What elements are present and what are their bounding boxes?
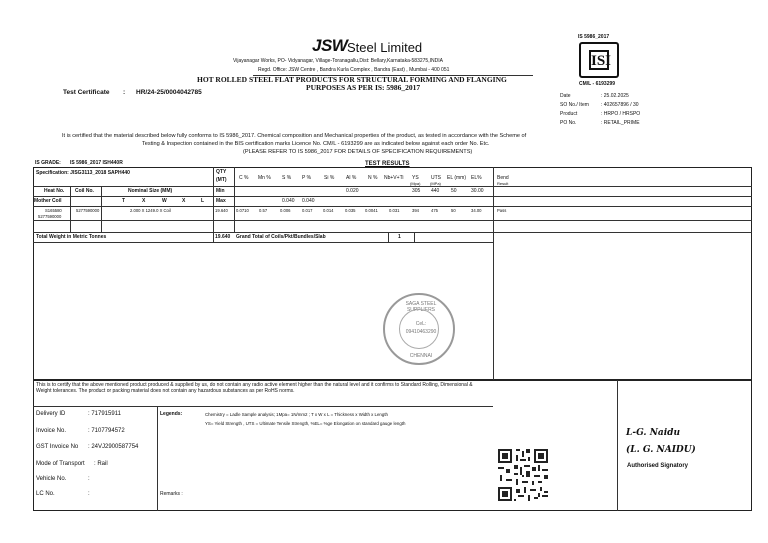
mn-value: 0.57	[259, 208, 268, 213]
footer-field-value: : 7107794572	[88, 428, 125, 434]
total-weight-label: Total Weight in Metric Tonnes	[36, 234, 107, 240]
max-s: 0.040	[282, 198, 295, 204]
max-p: 0.040	[302, 198, 315, 204]
certify-line-1: It is certified that the material described below fully conforms to IS 5986_2017. Chemical composition and Mechanical properties of the product, as tested in accordance with the Scheme of	[62, 133, 527, 139]
size-axis-label: T	[122, 198, 126, 204]
footer-field-value: : 717915911	[88, 411, 121, 417]
c-value: 0.0710	[236, 208, 249, 213]
meta-label: PO No.	[560, 120, 577, 126]
coil-no-label: Coil No.	[75, 188, 94, 194]
chem-header: Si %	[324, 175, 335, 181]
el-mm-value: 50	[451, 208, 456, 213]
mother-coil: 5277590000	[38, 214, 62, 219]
max-label: Max	[216, 198, 226, 204]
qty-value: 19.640	[215, 208, 228, 213]
isi-mark-text: ISI	[589, 50, 609, 70]
min-el-pct: 30.00	[471, 188, 484, 194]
mech-header: YS	[412, 175, 419, 181]
min-el-mm: 50	[451, 188, 457, 194]
meta-value: : RETAIL_PRIME	[601, 120, 640, 126]
company-name: Steel Limited	[347, 40, 423, 55]
regd-office: Regd. Office: JSW Centre , Bandra Kurla Complex , Bandra (East) , Mumbai - 400 051	[258, 67, 450, 73]
isi-standard: IS 5986_2017	[578, 34, 610, 40]
chem-header: N %	[368, 175, 378, 181]
certify-line-2: Testing & Inspection contained in the BIS certification marks Licence No. CM/L - 6193299 are as indicated below against each order No. Etc.	[142, 141, 490, 147]
authorised-signatory: Authorised Signatory	[627, 463, 689, 469]
legends-label: Legends:	[160, 411, 183, 417]
n-value: 0.0041	[365, 208, 378, 213]
mother-coil-label: Mother Coil	[34, 198, 62, 204]
footer-field-label: LC No.	[36, 491, 55, 497]
certificate-label: Test Certificate	[63, 89, 110, 96]
test-results-title: TEST RESULTS	[365, 161, 410, 167]
nominal-size: 2.000 X 1249.0 X Coil	[130, 208, 171, 213]
si-value: 0.014	[323, 208, 334, 213]
meta-value: : 402657896 / 30	[601, 102, 639, 108]
jsw-logo: JSW	[312, 36, 348, 55]
signature: L-G. Naidu	[626, 428, 681, 438]
isi-mark-icon	[579, 42, 619, 78]
footer-field-label: Invoice No.	[36, 428, 67, 434]
chem-header: C %	[239, 175, 249, 181]
p-value: 0.017	[302, 208, 313, 213]
el-pct-value: 34.00	[471, 208, 482, 213]
ys-value: 394	[412, 208, 419, 213]
bend-result: Pass	[497, 208, 507, 213]
meta-label: Product	[560, 111, 578, 117]
footer-field-value: :	[88, 491, 90, 497]
mech-unit: (MPa)	[430, 181, 441, 186]
heat-no: S165580	[45, 208, 62, 213]
remarks-label: Remarks :	[160, 491, 183, 497]
size-axis-label: X	[182, 198, 186, 204]
heat-no-label: Heat No.	[44, 188, 65, 194]
min-ys: 305	[412, 188, 421, 194]
grade-label: IS GRADE:	[35, 160, 61, 166]
min-uts: 440	[431, 188, 440, 194]
grade-value: IS 5986_2017 ISH440R	[70, 160, 123, 166]
meta-value: : HRPO / HRSPO	[601, 111, 641, 117]
qr-code-icon	[496, 447, 550, 503]
footer-field-value: : Rail	[94, 461, 108, 467]
certificate-sep: :	[123, 89, 126, 96]
chem-header: Mn %	[258, 175, 271, 181]
mech-unit: Result	[497, 181, 509, 186]
certificate-number: HR/24-25/0004042785	[136, 89, 202, 96]
chem-header: P %	[302, 175, 312, 181]
mech-header: EL%	[471, 175, 482, 181]
cml-number: CM/L - 6193299	[579, 81, 616, 87]
footer-field-value: : 24VJ2900587754	[88, 444, 139, 450]
mech-header: EL (mm)	[447, 175, 466, 181]
footer-field-label: Delivery ID	[36, 411, 66, 417]
meta-label: SO No./ Item	[560, 102, 589, 108]
grand-total-label: Grand Total of Coils/Pkt/Bundles/Slab	[236, 234, 326, 240]
product-title: HOT ROLLED STEEL FLAT PRODUCTS FOR STRUCTURAL FORMING AND FLANGING	[197, 75, 507, 84]
mech-header: UTS	[431, 175, 441, 181]
specification-label: Specification: JISG3113_2018 SAPH440	[36, 170, 130, 176]
al-value: 0.035	[345, 208, 356, 213]
chem-header: S %	[282, 175, 292, 181]
grand-total-value: 1	[398, 234, 401, 240]
legend-line-2: YS= Yield Strength , UTS = Ultimate Tensile Strength, %EL= %ge Elongation on standard gauge length	[205, 421, 406, 426]
meta-value: : 25.02.2025	[601, 93, 629, 99]
signature-name: (L. G. NAIDU)	[626, 445, 696, 455]
mech-unit: (Mpa)	[410, 181, 421, 186]
certify-line-3: (PLEASE REFER TO IS 5986_2017 FOR DETAILS OF SPECIFICATION REQUIREMENTS)	[243, 149, 473, 155]
stamp-line-4: CHENNAI	[409, 353, 433, 359]
stamp-line-3: 09410463290	[405, 329, 437, 335]
footer-field-label: Vehicle No.	[36, 476, 67, 482]
size-axis-label: L	[201, 198, 205, 204]
legend-line-1: Chemistry = Ladle Sample analysis; 1Mpa= 1N/mm2 ; T x W x L = Thickness x Width x Length	[205, 412, 388, 417]
chem-header: Al %	[346, 175, 357, 181]
size-axis-label: X	[142, 198, 146, 204]
size-axis-label: W	[162, 198, 167, 204]
footer-field-value: :	[88, 476, 90, 482]
purpose-title: PURPOSES AS PER IS: 5986_2017	[306, 83, 421, 92]
s-value: 0.006	[280, 208, 291, 213]
footer-field-label: GST Invoice No	[36, 444, 79, 450]
nominal-size-label: Nominal Size (MM)	[128, 188, 173, 194]
company-stamp	[383, 293, 455, 365]
stamp-line-2: CeL:	[415, 321, 427, 327]
qty-label: QTY	[216, 169, 227, 175]
uts-value: 475	[431, 208, 438, 213]
footer-field-label: Mode of Transport	[36, 461, 85, 467]
min-al: 0.020	[346, 188, 359, 194]
works-address: Vijayanagar Works, PO- Vidyanagar, Village-Toranagallu,Dist: Bellary,Karnataka-583275,INDIA	[233, 58, 443, 64]
mech-header: Bend	[497, 175, 509, 181]
disclaimer-text: This is to certify that the above mentioned product produced & supplied by us, do not contain any radio active element higher than the natural level and it confirms to Standard Rolling, Dimensional & Weight tolerances. The product or packing material does not contain any hazardous substances as per RoHS norms.	[36, 382, 473, 394]
qty-unit: (MT)	[216, 177, 227, 183]
min-label: Min	[216, 188, 225, 194]
meta-label: Date	[560, 93, 571, 99]
coil-no: 5277590000	[76, 208, 100, 213]
stamp-line-1: SAGA STEEL SUPPLIERS	[405, 301, 437, 313]
chem-header: Nb+V+Ti	[384, 175, 404, 181]
nbvti-value: 0.031	[389, 208, 400, 213]
total-weight-value: 19.640	[215, 234, 231, 240]
